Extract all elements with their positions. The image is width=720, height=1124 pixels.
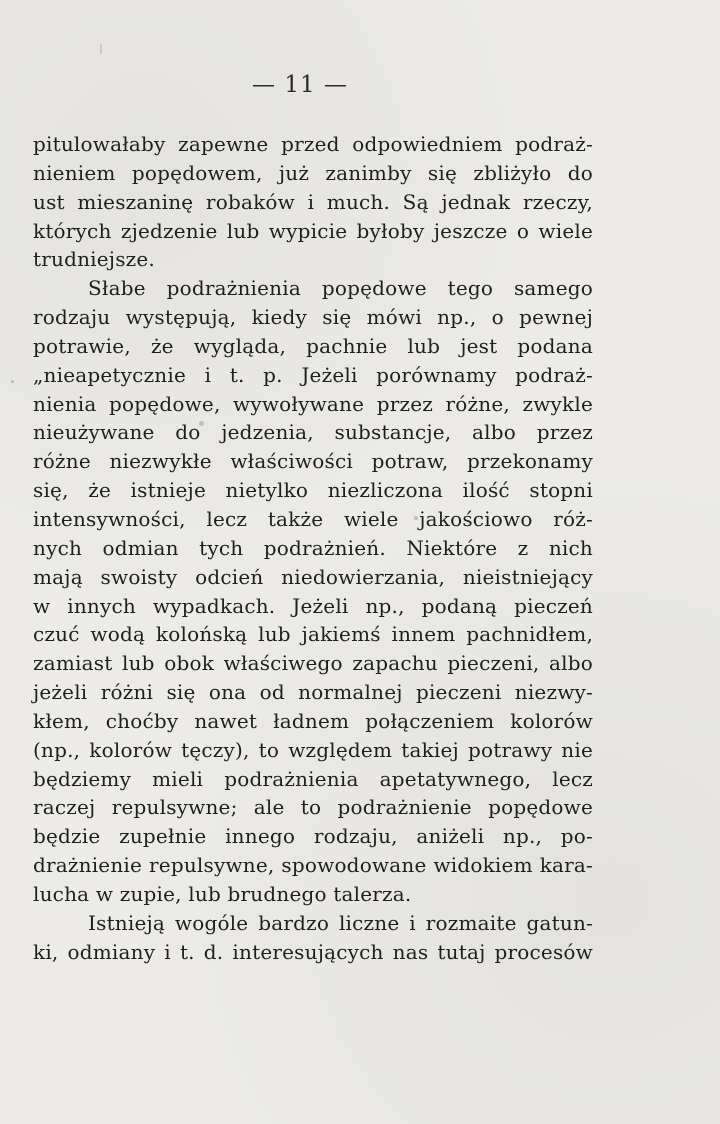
text-line: intensywności, lecz także wiele jakościowo róż- [33, 506, 593, 531]
ink-speck [11, 380, 14, 383]
text-line: Słabe podrażnienia popędowe tego samego [88, 276, 593, 301]
text-line: nieniem popędowem, już zanimby się zbliżyło do [33, 160, 593, 185]
text-line: jeżeli różni się ona od normalnej pieczeni niezwy- [33, 680, 593, 705]
text-line: potrawie, że wygląda, pachnie lub jest podana [33, 333, 593, 358]
text-line: będziemy mieli podrażnienia apetatywnego, lecz [33, 766, 593, 791]
text-line: mają swoisty odcień niedowierzania, nieistniejący [33, 564, 593, 589]
text-line: ust mieszaninę robaków i much. Są jednak rzeczy, [33, 189, 593, 214]
text-line: w innych wypadkach. Jeżeli np., podaną pieczeń [33, 593, 593, 618]
text-line: będzie zupełnie innego rodzaju, aniżeli np., po- [33, 824, 593, 849]
text-line: (np., kolorów tęczy), to względem takiej potrawy nie [33, 737, 593, 762]
text-line: nienia popędowe, wywoływane przez różne, zwykle [33, 391, 593, 416]
ink-speck [414, 516, 418, 520]
text-line: różne niezwykłe właściwości potraw, przekonamy [33, 449, 593, 474]
text-line: nych odmian tych podrażnień. Niektóre z nich [33, 535, 593, 560]
text-line: których zjedzenie lub wypicie byłoby jeszcze o wiele [33, 218, 593, 243]
body-text [33, 130, 593, 966]
ink-speck [199, 421, 204, 426]
text-line: drażnienie repulsywne, spowodowane widokiem kara- [33, 853, 593, 878]
text-line: kłem, choćby nawet ładnem połączeniem kolorów [33, 708, 593, 733]
text-line: „nieapetycznie i t. p. Jeżeli porównamy podraż- [33, 362, 593, 387]
text-line: pitulowałaby zapewne przed odpowiedniem podraż- [33, 132, 593, 156]
text-line: Istnieją wogóle bardzo liczne i rozmaite gatun- [88, 910, 593, 935]
text-line: ki, odmiany i t. d. interesujących nas tutaj procesów [33, 939, 593, 964]
page-number: — 11 — [252, 72, 348, 98]
text-line: się, że istnieje nietylko niezliczona ilość stopni [33, 478, 593, 503]
paper-mark [100, 44, 102, 54]
text-line: zamiast lub obok właściwego zapachu pieczeni, albo [33, 651, 593, 676]
text-line: lucha w zupie, lub brudnego talerza. [33, 881, 412, 906]
text-line: czuć wodą kolońską lub jakiemś innem pachnidłem, [33, 622, 593, 647]
text-line: nieużywane do jedzenia, substancje, albo przez [33, 420, 593, 445]
text-line: trudniejsze. [33, 247, 155, 272]
text-line: raczej repulsywne; ale to podrażnienie popędowe [33, 795, 593, 820]
text-line: rodzaju występują, kiedy się mówi np., o pewnej [33, 305, 593, 330]
